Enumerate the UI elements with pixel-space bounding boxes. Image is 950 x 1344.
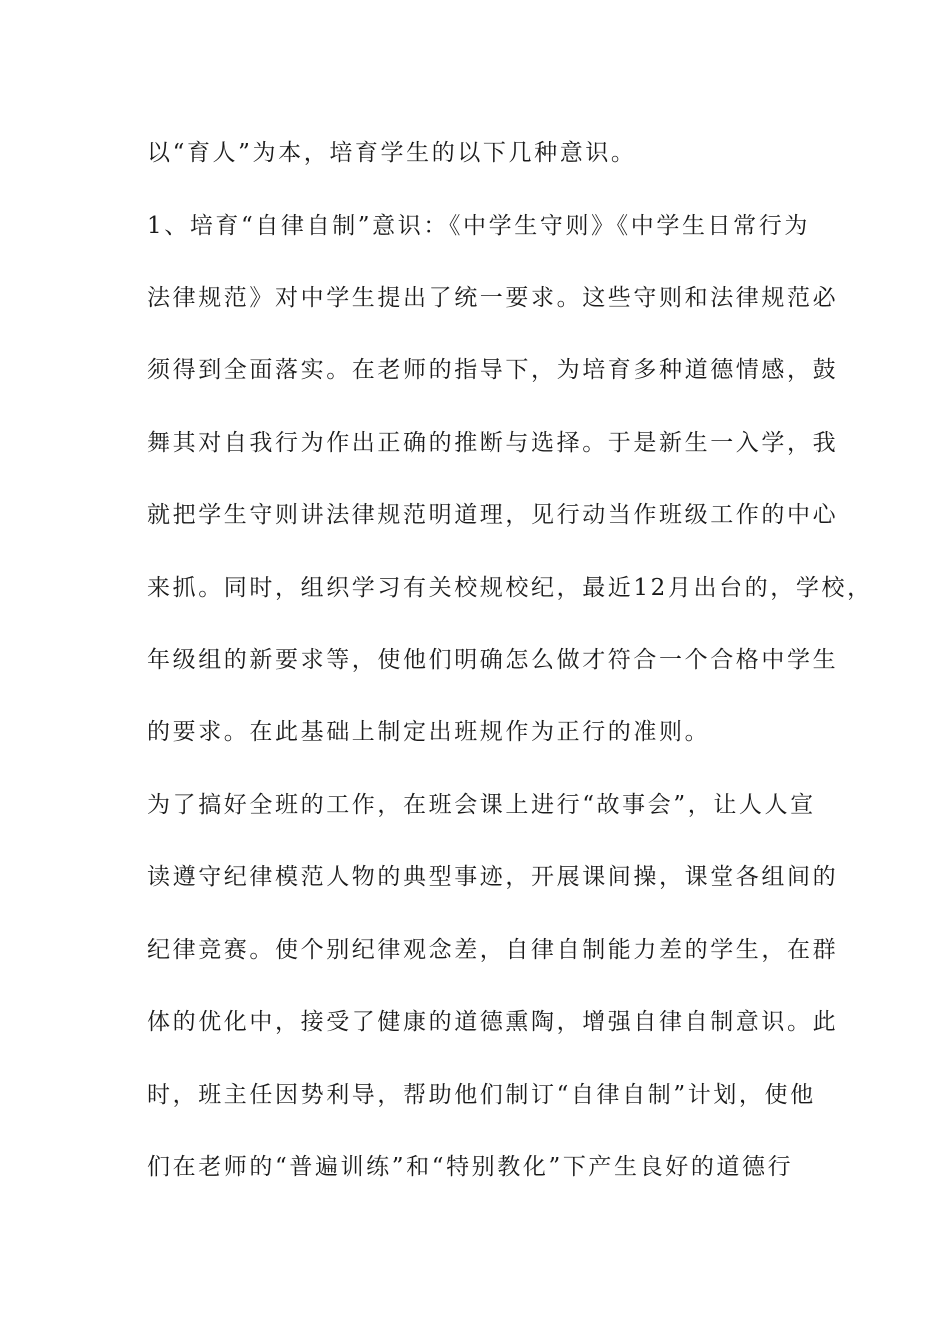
text-line: 纪律竞赛。使个别纪律观念差，自律自制能力差的学生，在群 <box>147 937 839 963</box>
text-line: 来抓。同时，组织学习有关校规校纪，最近12月出台的，学校， <box>147 575 873 601</box>
text-line: 年级组的新要求等，使他们明确怎么做才符合一个合格中学生 <box>147 647 839 673</box>
text-line: 为了搞好全班的工作，在班会课上进行“故事会”，让人人宣 <box>147 792 816 818</box>
text-line: 们在老师的“普遍训练”和“特别教化”下产生良好的道德行 <box>147 1154 794 1180</box>
text-line: 1、培育“自律自制”意识：《中学生守则》《中学生日常行为 <box>147 213 810 239</box>
text-line: 就把学生守则讲法律规范明道理，见行动当作班级工作的中心 <box>147 502 839 528</box>
text-line: 时，班主任因势利导，帮助他们制订“自律自制”计划，使他 <box>147 1082 816 1108</box>
text-line: 体的优化中，接受了健康的道德熏陶，增强自律自制意识。此 <box>147 1009 839 1035</box>
text-line: 须得到全面落实。在老师的指导下，为培育多种道德情感，鼓 <box>147 357 839 383</box>
text-line: 法律规范》对中学生提出了统一要求。这些守则和法律规范必 <box>147 285 839 311</box>
text-line: 舞其对自我行为作出正确的推断与选择。于是新生一入学，我 <box>147 430 839 456</box>
text-line: 读遵守纪律模范人物的典型事迹，开展课间操，课堂各组间的 <box>147 864 839 890</box>
text-line: 的要求。在此基础上制定出班规作为正行的准则。 <box>147 719 711 745</box>
text-line: 以“育人”为本，培育学生的以下几种意识。 <box>147 140 637 166</box>
